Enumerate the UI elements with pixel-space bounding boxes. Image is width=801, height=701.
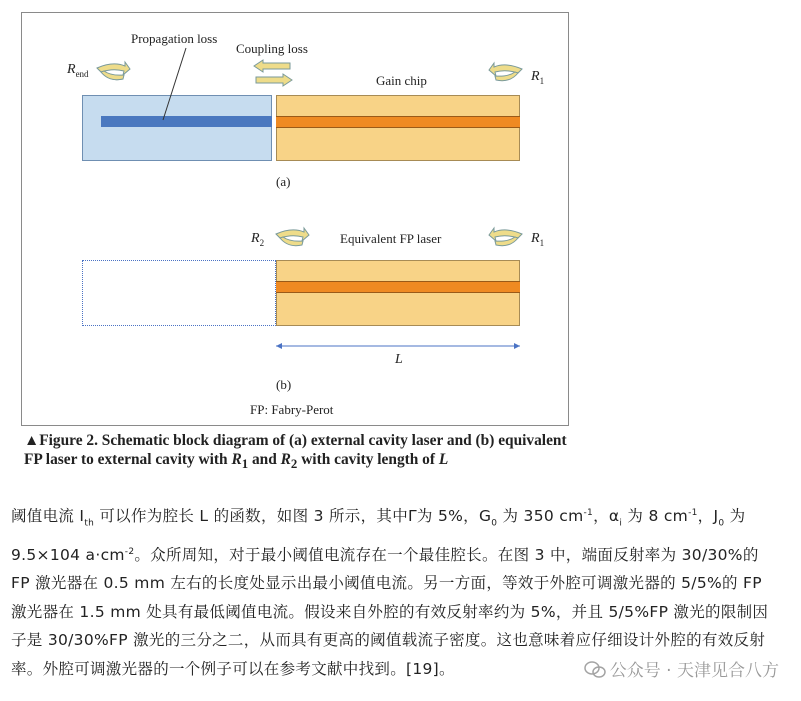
r1-curved-arrow-icon-b: [488, 226, 524, 250]
propagation-loss-label: Propagation loss: [131, 31, 218, 46]
length-label: L: [395, 352, 403, 367]
caption-marker: ▲: [24, 432, 40, 449]
r2-label: $R_2$: [251, 231, 265, 248]
r-end-label: $R_{end}$: [67, 62, 89, 79]
length-dimension-arrow: [270, 340, 526, 352]
wechat-icon: [584, 661, 606, 679]
gain-waveguide-b: [276, 281, 520, 293]
coupling-loss-label: Coupling loss: [236, 41, 308, 56]
watermark-text: 公众号 · 天津见合八方: [609, 661, 779, 681]
r1-label-a: $R_1$: [531, 69, 545, 86]
equivalent-fp-laser-label: Equivalent FP laser: [340, 231, 442, 246]
removed-external-cavity-outline: [82, 260, 276, 326]
footnote-label: FP: Fabry-Perot: [250, 402, 334, 417]
body-paragraph: 阈值电流 $I_{th}$ 可以作为腔长 L 的函数，如图 3 所示，其中Γ为 5%，$G_0$ 为 350 $cm^{-1}$，$\alpha_i$ 为 8 $cm^{-1}$，$J_0$ 为 9.5×104 $a\cdot cm^{-2}$。众所周知，对于最小阈值电流存在一个最佳腔长。在图 3 中，端面反射率为 30/30%的 FP 激光器在 0.5 mm 左右的长度处显示出最小阈值电流。另一方面，等效于外腔可调激光器的 5/5%的 FP 激光器在 1.5 mm 处具有最低阈值电流。假设来自外腔的有效反射率约为 5%，并且 5/5%FP 激光的限制因子是 30/30%FP 激光的三分之二，从而具有更高的阈值载流子密度。这也意味着应仔细设计外腔的有效反射率。外腔可调激光器的一个例子可以在参考文献中找到。[19]。: [11, 507, 769, 678]
r1-label-b: $R_1$: [531, 231, 545, 248]
watermark: [584, 656, 779, 681]
panel-a-label: (a): [276, 174, 291, 189]
coupling-left-arrow-icon: [253, 59, 293, 73]
figure-caption: ▲Figure 2. Schematic block diagram of (a) external cavity laser and (b) equivalent FP laser to external cavity with $R_1$ and $R_2$ with cavity length of L: [24, 432, 567, 472]
gain-chip-label: Gain chip: [376, 73, 427, 88]
r-end-curved-arrow-icon: [95, 60, 131, 84]
r1-curved-arrow-icon-a: [488, 61, 524, 85]
caption-text-2: with cavity length of: [297, 451, 439, 468]
caption-text-1: Figure 2. Schematic block diagram of (a) external cavity laser and (b) equivalent FP laser to external cavity with: [24, 432, 567, 468]
coupling-right-arrow-icon: [253, 73, 293, 87]
panel-b-label: (b): [276, 377, 292, 392]
gain-chip-b: [276, 260, 520, 326]
r2-curved-arrow-icon: [274, 226, 310, 250]
